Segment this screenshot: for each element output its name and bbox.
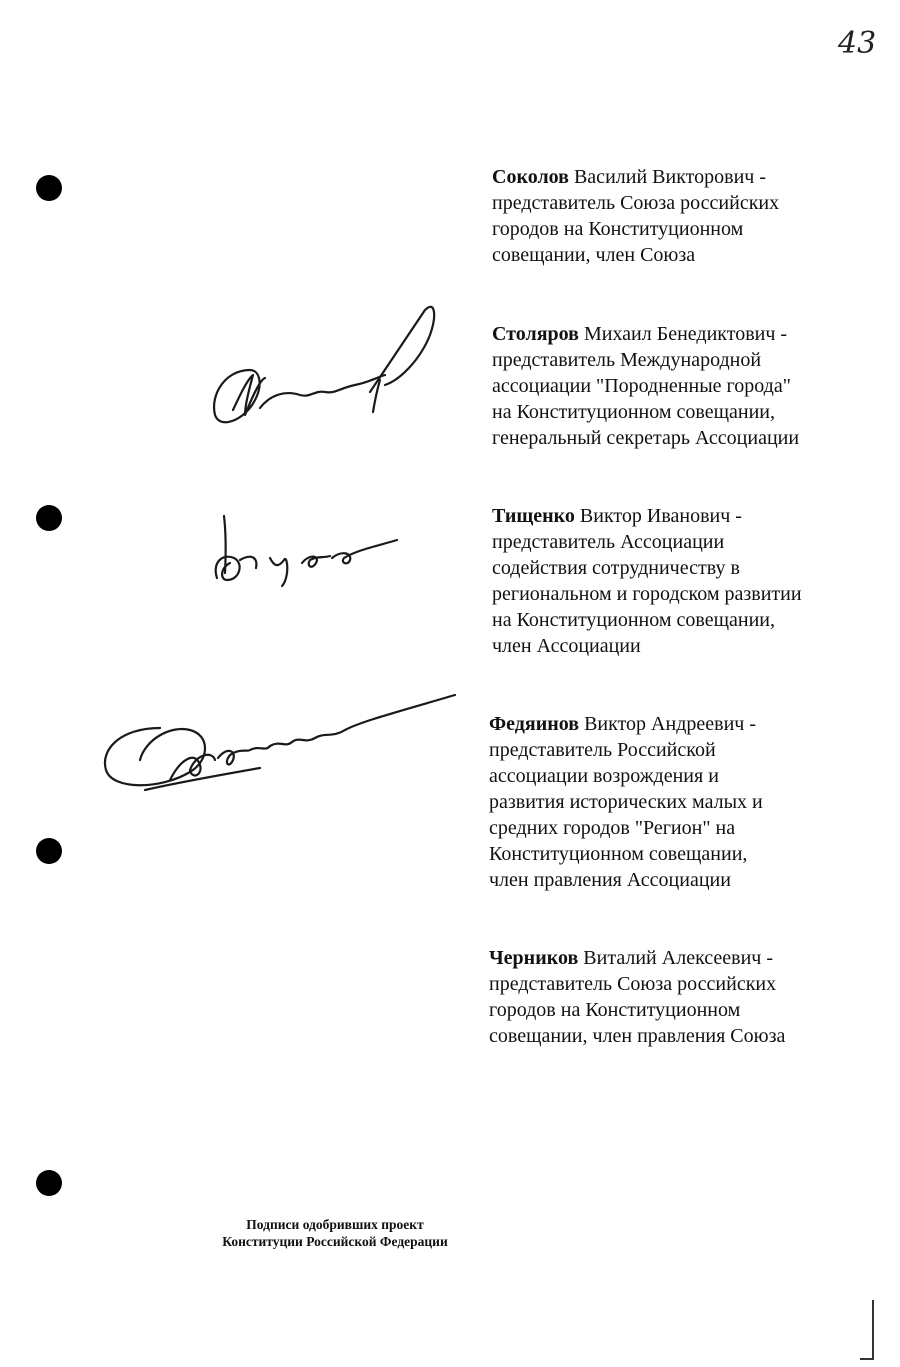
entry-fedyainov xyxy=(489,711,849,893)
footer-line: Подписи одобривших проект xyxy=(246,1217,424,1232)
entry-line: представитель Ассоциации xyxy=(492,531,725,553)
entry-surname: Черников xyxy=(489,947,579,969)
page-number: 43 xyxy=(838,26,877,61)
footer-caption xyxy=(200,1216,470,1250)
binder-hole xyxy=(36,175,62,201)
entry-line: член Ассоциации xyxy=(492,635,641,657)
entry-line: на Конституционном совещании, xyxy=(492,609,775,631)
entry-line: совещании, член Союза xyxy=(492,244,696,266)
entry-line: генеральный секретарь Ассоциации xyxy=(492,427,800,449)
entry-surname: Соколов xyxy=(492,166,569,188)
entry-line: на Конституционном совещании, xyxy=(492,401,775,423)
scan-edge-mark xyxy=(872,1300,874,1360)
entry-name: Михаил Бенедиктович - xyxy=(583,323,788,345)
scan-edge-mark xyxy=(860,1358,874,1360)
entry-surname: Федяинов xyxy=(489,713,580,735)
entry-line: представитель Союза российских xyxy=(489,973,777,995)
entry-tishchenko xyxy=(492,503,852,659)
entry-line: представитель Международной xyxy=(492,349,762,371)
entry-line: городов на Конституционном xyxy=(489,999,741,1021)
entry-line: ассоциации возрождения и xyxy=(489,765,719,787)
entry-line: развития исторических малых и xyxy=(489,791,763,813)
entry-line: член правления Ассоциации xyxy=(489,869,731,891)
entry-line: городов на Конституционном xyxy=(492,218,744,240)
binder-hole xyxy=(36,1170,62,1196)
entry-line: средних городов "Регион" на xyxy=(489,817,736,839)
signature-stolyarov xyxy=(205,300,445,430)
entry-line: региональном и городском развитии xyxy=(492,583,802,605)
entry-name: Виктор Иванович - xyxy=(579,505,742,527)
entry-line: содействия сотрудничеству в xyxy=(492,557,740,579)
entry-line: представитель Союза российских xyxy=(492,192,780,214)
entry-name: Виктор Андреевич - xyxy=(584,713,756,735)
binder-hole xyxy=(36,505,62,531)
entry-line: представитель Российской xyxy=(489,739,716,761)
entry-name: Виталий Алексеевич - xyxy=(583,947,774,969)
entry-name: Василий Викторович - xyxy=(573,166,766,188)
footer-line: Конституции Российской Федерации xyxy=(222,1234,448,1249)
entry-sokolov xyxy=(492,164,852,268)
entry-chernikov xyxy=(489,945,849,1049)
entry-stolyarov xyxy=(492,321,852,451)
entry-surname: Тищенко xyxy=(492,505,575,527)
signature-fedyainov xyxy=(100,690,460,800)
entry-line: Конституционном совещании, xyxy=(489,843,748,865)
signature-tishchenko xyxy=(212,508,412,593)
binder-hole xyxy=(36,838,62,864)
entry-line: совещании, член правления Союза xyxy=(489,1025,786,1047)
entry-surname: Столяров xyxy=(492,323,579,345)
entry-line: ассоциации "Породненные города" xyxy=(492,375,791,397)
